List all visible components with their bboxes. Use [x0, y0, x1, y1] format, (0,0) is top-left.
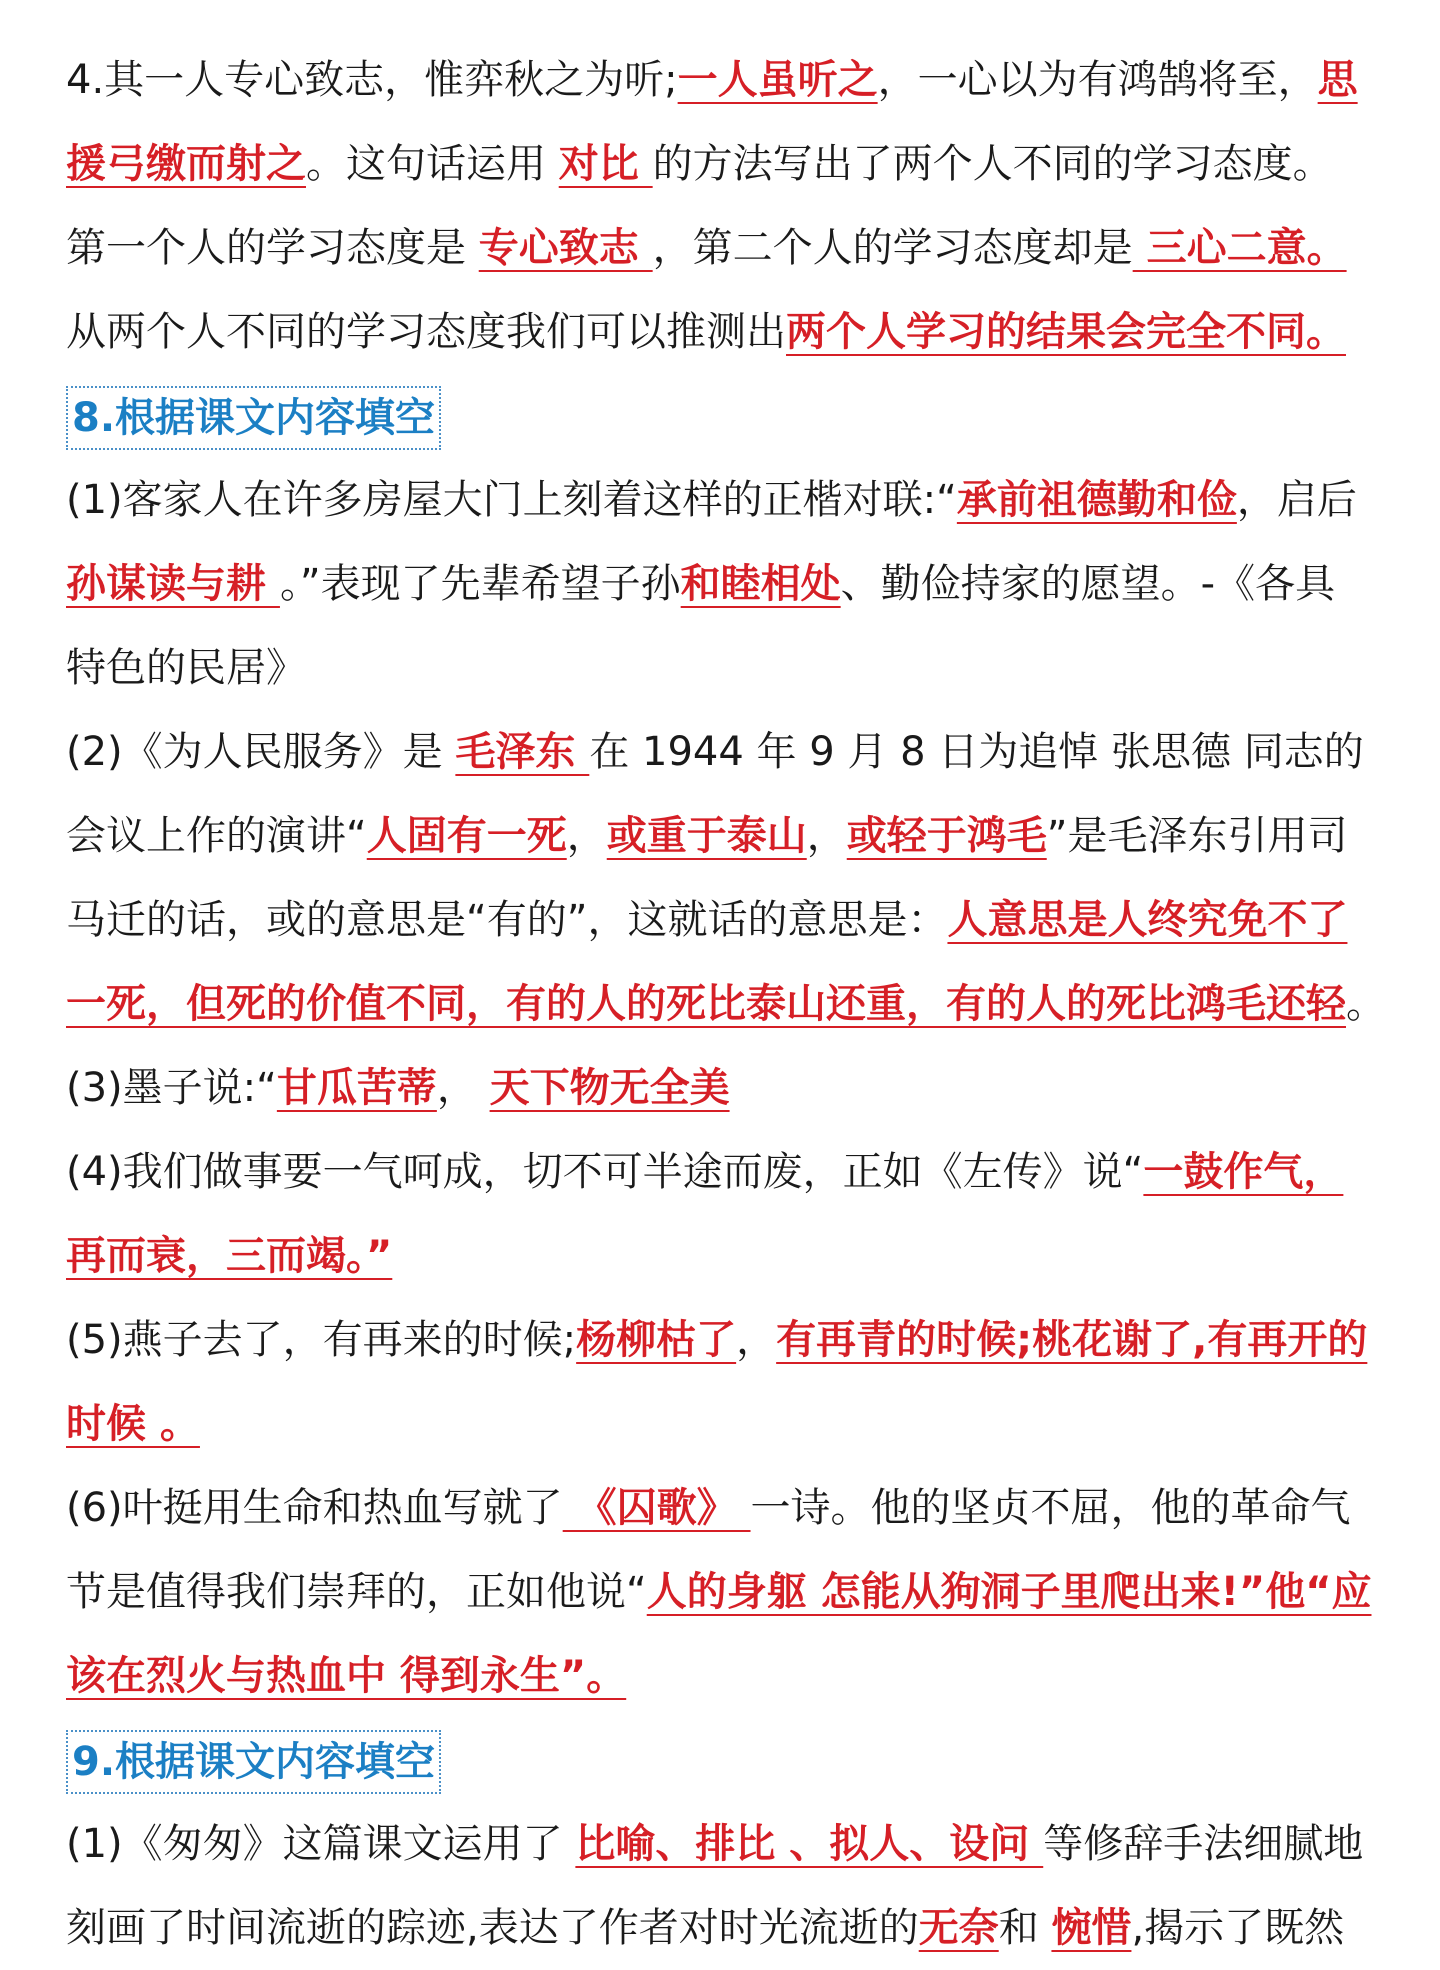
- body-text: 节是值得我们崇拜的，正如他说“: [66, 1569, 647, 1615]
- body-text: ，: [566, 813, 607, 859]
- body-text: 第一个人的学习态度是: [66, 225, 479, 271]
- text-line: [66, 878, 1358, 962]
- body-text: 从两个人不同的学习态度我们可以推测出: [66, 309, 786, 355]
- fill-in-answer: 人意思是人终究免不了: [947, 897, 1348, 943]
- text-line: [66, 1298, 1368, 1382]
- text-line: [66, 1382, 1358, 1466]
- fill-in-answer: 专心致志: [478, 225, 653, 271]
- fill-in-answer: 一死，但死的价值不同，有的人的死比泰山还重，有的人的死比鸿毛还轻: [66, 981, 1346, 1027]
- fill-in-answer: 毛泽东: [455, 729, 590, 775]
- body-text: 刻画了时间流逝的踪迹,表达了作者对时光流逝的: [66, 1905, 919, 1951]
- body-text: 在 1944 年 9 月 8 日为追悼 张思德 同志的: [589, 729, 1364, 775]
- fill-in-answer: 援弓缴而射之: [66, 141, 306, 187]
- text-line: [66, 206, 1358, 290]
- text-line: [66, 542, 1358, 626]
- body-text: 和: [998, 1905, 1052, 1951]
- section-heading: 8.根据课文内容填空: [66, 386, 441, 450]
- body-text: ，: [736, 1317, 777, 1363]
- body-text: (4)我们做事要一气呵成，切不可半途而废，正如《左传》说“: [66, 1149, 1144, 1195]
- body-text: ”是毛泽东引用司: [1046, 813, 1348, 859]
- text-line: [66, 1046, 1358, 1130]
- body-text: 特色的民居》: [66, 645, 306, 691]
- fill-in-answer: 三心二意。: [1132, 225, 1347, 271]
- body-text: 4.其一人专心致志，惟弈秋之为听;: [66, 57, 678, 103]
- text-line: [66, 1634, 1358, 1718]
- text-line: [66, 458, 1358, 542]
- text-line: [66, 962, 1386, 1046]
- fill-in-answer: 有再青的时候;桃花谢了,有再开的: [776, 1317, 1368, 1363]
- fill-in-answer: 或轻于鸿毛: [846, 813, 1047, 859]
- text-line: [66, 1214, 1358, 1298]
- fill-in-answer: 惋惜: [1051, 1905, 1132, 1951]
- text-line: [66, 1466, 1358, 1550]
- body-text: (6)叶挺用生命和热血写就了: [66, 1485, 563, 1531]
- body-text: (2)《为人民服务》是: [66, 729, 456, 775]
- section-heading-line: [66, 374, 1358, 458]
- body-text: (1)《匆匆》这篇课文运用了: [66, 1821, 576, 1867]
- fill-in-answer: 杨柳枯了: [576, 1317, 737, 1363]
- body-text: ，启后: [1236, 477, 1357, 523]
- fill-in-answer: 一鼓作气，: [1143, 1149, 1344, 1195]
- fill-in-answer: 人固有一死: [366, 813, 567, 859]
- text-line: [66, 290, 1358, 374]
- body-text: 的方法写出了两个人不同的学习态度。: [652, 141, 1333, 187]
- fill-in-answer: 思: [1317, 57, 1358, 103]
- text-line: [66, 122, 1358, 206]
- text-line: [66, 710, 1364, 794]
- text-line: [66, 38, 1358, 122]
- fill-in-answer: 或重于泰山: [606, 813, 807, 859]
- fill-in-answer: 甘瓜苦蒂: [276, 1065, 437, 1111]
- fill-in-answer: 天下物无全美: [489, 1065, 730, 1111]
- text-line: [66, 1550, 1372, 1634]
- fill-in-answer: 比喻、排比 、拟人、设问: [575, 1821, 1044, 1867]
- body-text: (1)客家人在许多房屋大门上刻着这样的正楷对联:“: [66, 477, 957, 523]
- section-heading-line: [66, 1718, 1358, 1802]
- body-text: ，一心以为有鸿鹄将至，: [877, 57, 1318, 103]
- body-text: ，: [806, 813, 847, 859]
- fill-in-answer: 对比: [558, 141, 653, 187]
- fill-in-answer: 承前祖德勤和俭: [956, 477, 1237, 523]
- text-line: [66, 1802, 1364, 1886]
- document-body: [66, 38, 1386, 1970]
- body-text: ,揭示了既然: [1131, 1905, 1345, 1951]
- fill-in-answer: 两个人学习的结果会完全不同。: [786, 309, 1346, 355]
- body-text: 会议上作的演讲“: [66, 813, 367, 859]
- fill-in-answer: 时候 。: [66, 1401, 200, 1447]
- fill-in-answer: 《囚歌》: [562, 1485, 751, 1531]
- body-text: (5)燕子去了，有再来的时候;: [66, 1317, 577, 1363]
- fill-in-answer: 人的身躯 怎能从狗洞子里爬出来!”他“应: [646, 1569, 1372, 1615]
- body-text: 。”表现了先辈希望子孙: [279, 561, 681, 607]
- text-line: [66, 1886, 1358, 1970]
- body-text: 。这句话运用: [306, 141, 559, 187]
- fill-in-answer: 和睦相处: [680, 561, 841, 607]
- fill-in-answer: 无奈: [918, 1905, 999, 1951]
- body-text: 。: [1346, 981, 1386, 1027]
- body-text: ，第二个人的学习态度却是: [652, 225, 1133, 271]
- fill-in-answer: 一人虽听之: [677, 57, 878, 103]
- body-text: ，: [436, 1065, 490, 1111]
- text-line: [66, 794, 1358, 878]
- fill-in-answer: 孙谋读与耕: [66, 561, 280, 607]
- body-text: 、勤俭持家的愿望。-《各具: [840, 561, 1336, 607]
- text-line: [66, 626, 1358, 710]
- fill-in-answer: 该在烈火与热血中 得到永生”。: [66, 1653, 627, 1699]
- fill-in-answer: 再而衰，三而竭。”: [66, 1233, 393, 1279]
- body-text: (3)墨子说:“: [66, 1065, 277, 1111]
- body-text: 等修辞手法细腻地: [1043, 1821, 1364, 1867]
- section-heading: 9.根据课文内容填空: [66, 1730, 441, 1794]
- text-line: [66, 1130, 1358, 1214]
- body-text: 马迁的话，或的意思是“有的”，这就话的意思是：: [66, 897, 948, 943]
- body-text: 一诗。他的坚贞不屈，他的革命气: [750, 1485, 1351, 1531]
